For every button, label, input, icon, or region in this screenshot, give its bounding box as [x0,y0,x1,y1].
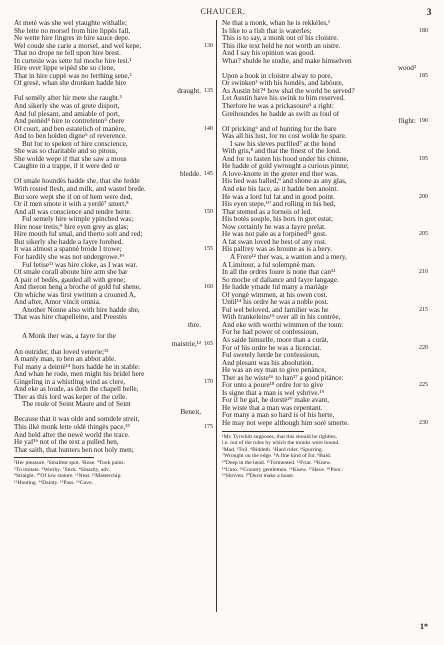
verse-line [222,299,428,307]
verse-line [14,35,213,43]
verse-text: His palfrey was as broune as is a bery. [222,246,332,254]
verse-line [222,322,428,330]
verse-text: That no drope ne fell upon hire brest. [14,50,121,58]
verse-line [222,80,428,88]
verse-text: Hire nose tretis;⁹ hire eyen grey as glas; [14,223,129,231]
verse-line [222,352,428,360]
verse-text: Ful semèly after hir mete she raught.³ [14,95,122,103]
verse-line [222,156,428,164]
verse-text: Ful many a deintè¹⁴ hors hadde he in stable: [14,363,141,371]
verse-text: Beneit, [180,408,201,416]
verse-line [14,262,213,270]
verse-text: Ther as this lord was keper of the celle. [14,393,128,401]
verse-text: This ilkè monk lette oldè thingès pace,¹⁵ [14,423,130,431]
verse-line [14,43,213,51]
verse-line [14,133,213,141]
footnote-line: ²Mad. ³Toil. ⁴Biddeth. ⁵Hard rider. ⁶Spurring. [222,446,324,453]
verse-text: His hed was balled,⁹ and shone as any glas, [222,178,347,186]
verse-text: With frankeleins¹⁵ over all in his contrèe, [222,314,341,322]
verse-text: She was so charitable and so pitous, [14,148,118,156]
verse-text: And plesant was his absolution. [222,359,314,367]
verse-text: A Frere¹² ther was, a wanton and a mery, [230,253,347,261]
line-number: 215 [419,306,428,313]
verse-line [14,216,213,224]
verse-line [222,284,428,292]
verse-text: And held after the newè world the trace. [14,431,130,439]
verse-text: He hadde ymade ful many a mariàge [222,284,328,292]
verse-text: Is signe that a man is wel yshrive.¹⁹ [222,389,325,397]
footnote-line: ¹Mr. Tyrwhitt supposes, that this should be rightles, [222,433,337,440]
verse-text: Let Austin have his swink to him reserved. [222,95,345,103]
line-number: 210 [419,269,428,276]
verse-text: Ne that a monk, whan he is rekkèles,¹ [222,20,331,27]
verse-text: A Limitour, a ful solempnè man. [222,261,316,269]
verse-line [14,447,213,455]
verse-line [14,224,213,232]
verse-line [14,292,213,300]
verse-text: An outrider, that loved venerie;¹³ [14,348,109,356]
verse-line [14,156,213,164]
verse-line [222,111,428,119]
verse-text: In all the ordres foure is none that can¹³ [222,269,336,277]
verse-line [14,269,213,277]
verse-text: I saw his sleves purfiled⁷ at the hond [230,140,336,148]
verse-line [222,307,428,315]
verse-text: draught. [177,87,201,95]
verse-line [222,269,428,277]
verse-line [14,239,213,247]
verse-line [222,367,428,375]
verse-text: Another Nonne also with hire hadde she, [22,306,140,314]
verse-text: For hardily she was not undergrowe.¹⁰ [14,253,125,261]
verse-text: Because that it was olde and somdele streit, [14,416,140,424]
verse-text: As Austin bit?⁴ how shal the world be served? [222,87,355,95]
verse-line [14,386,213,394]
verse-line [222,239,428,247]
verse-line [14,95,213,103]
verse-text: His botès souple, his hors in gret estat; [222,216,333,224]
left-verse-lines [14,20,213,454]
line-number: 180 [419,27,428,34]
line-number: 160 [204,284,213,291]
footnote-line: ⁷Wrought on the edge. ⁸A fine kind of fur. ⁹Bald. [222,453,332,460]
verse-text: Ne wette hire fingres in hire sauce depe. [14,35,130,43]
verse-line [222,397,428,405]
verse-text: But sore wept she if on of hem were ded, [14,193,133,201]
verse-text: And ful plesant, and amiable of port, [14,110,120,118]
verse-line [222,209,428,217]
verse-line [222,50,428,58]
verse-line [14,284,213,292]
verse-line [14,88,213,96]
verse-text: He hadde of gold ywrought a curious pinne; [222,163,349,171]
verse-line [222,58,428,66]
verse-line [222,201,428,209]
verse-text: On whiche was first ywritten a crouned A, [14,291,136,299]
verse-line [222,277,428,285]
verse-line [14,409,213,417]
verse-line [14,439,213,447]
verse-line [222,262,428,270]
verse-line [222,382,428,390]
line-number: 185 [419,72,428,79]
line-number: 145 [204,170,213,177]
verse-text: Is like to a fish that is waterles; [222,27,312,35]
verse-line [14,394,213,402]
verse-text: Hire mouth ful smal, and therto soft and red; [14,231,143,239]
verse-text: What? shulde he studie, and make himselven [222,57,352,65]
page-number: 3 [426,7,432,17]
verse-text: Ful fetise¹¹ was hire cloke, as I was war. [22,261,138,269]
verse-line [222,73,428,81]
verse-text: flight: [398,118,416,126]
verse-line [14,254,213,262]
verse-line [222,20,428,28]
verse-line [14,299,213,307]
line-number: 170 [204,378,213,385]
verse-line [14,28,213,36]
verse-text: For of his ordre he was a licenciat. [222,344,322,352]
verse-line [222,412,428,420]
line-number: 155 [204,246,213,253]
verse-text: And eke with worthi wimmen of the toun: [222,321,344,329]
verse-line [222,35,428,43]
verse-line [14,209,213,217]
verse-text: And theron heng a broche of gold ful shene, [14,284,141,292]
verse-line [14,277,213,285]
verse-text: Was all his lust, for no cost wolde he spare. [222,133,347,141]
verse-line [222,141,428,149]
line-number: 230 [419,419,428,426]
verse-line [222,231,428,239]
verse-text: With gris,⁸ and that the finest of the lond. [222,148,341,156]
verse-line [14,401,213,409]
verse-line [222,292,428,300]
verse-text: A love-knotte in the greter end ther was. [222,170,338,178]
verse-line [222,178,428,186]
verse-text: This ilke text held he not worth an oistre. [222,42,341,50]
right-footnotes [222,434,428,480]
verse-text: He was an esy man to give penànce, [222,367,327,375]
verse-text: So moche of daliance and fayre langage. [222,276,339,284]
verse-line [14,20,213,28]
footnote-line: ¹³Hunting. ¹⁴Dainty. ¹⁵Pass. ¹⁶Gave. [14,479,93,486]
verse-text: Or if men smote it with a yerdè⁷ smert,⁸ [14,201,129,209]
verse-line [222,88,428,96]
footnote-line: ⁵To imitate. ⁶Worthy. ⁷Stick. ⁸Smartly, adv. [14,466,110,473]
verse-line [14,50,213,58]
footnote-line: i.e. out of the rules by which the monks were bound. [222,440,340,447]
verse-line [14,246,213,254]
verse-line [222,148,428,156]
verse-line [14,58,213,66]
verse-text: A manly man, to ben an abbot able. [14,356,116,364]
verse-text: And I say his opinion was good. [222,50,315,58]
verse-text: Of smale corall aboute hire arm she bar [14,269,128,277]
line-number: 200 [419,193,428,200]
verse-text: maistrie,¹² [171,340,201,348]
verse-text: This is to say, a monk out of his cloistre. [222,35,339,43]
verse-text: He may not wepe although him sorè smerte. [222,419,349,427]
verse-line [222,254,428,262]
left-column [14,20,213,487]
verse-line [14,201,213,209]
verse-text: At metè was she wel ytaughte withalle; [14,20,127,27]
verse-line [222,390,428,398]
line-number: 220 [419,344,428,351]
line-number: 165 [204,340,213,347]
running-header [14,7,432,19]
verse-text: It was almost a spannè brode I trowe; [14,246,122,254]
verse-line [14,80,213,88]
verse-text: For if he gaf, he dorstè²⁰ make avant, [222,397,330,405]
line-number: 150 [204,208,213,215]
verse-text: That in hire cuppè was no ferthing sene,² [14,72,132,80]
verse-text: Now certainly he was a fayre prelat. [222,223,326,231]
verse-text: And peinèd⁴ hire to contrefeten⁵ chere [14,118,125,126]
verse-line [222,405,428,413]
verse-text: Hire over lippe wipèd she so clene, [14,65,116,73]
line-number: 140 [204,125,213,132]
verse-text: And for to fasten his hood under his chinne, [222,155,349,163]
footnote-line: ¹⁴Unto. ¹⁵Country gentlemen. ¹⁶Knew. ¹⁷Have. ¹⁸Poor. [222,466,342,473]
verse-text: A pair of bedès, gauded all with grene; [14,276,126,284]
footnote-line: ⁹Straight. ¹⁰Of low stature. ¹¹Neat. ¹²Masterchip. [14,473,122,480]
signature-mark: 1* [420,622,428,631]
column-divider [216,20,217,612]
verse-line [222,345,428,353]
verse-line [14,194,213,202]
verse-text: In curtesie was sette ful moche hire lest.¹ [14,57,132,65]
verse-line [222,337,428,345]
verse-text: He was not pale as a forpined¹¹ gost. [222,231,327,239]
verse-line [222,133,428,141]
verse-line [14,379,213,387]
verse-line [222,126,428,134]
verse-line [14,349,213,357]
line-number: 135 [204,87,213,94]
line-number: 195 [419,155,428,162]
verse-text: Of smale houndès hadde she, that she fedde [14,178,140,186]
footnote-line: ¹⁰Deep in the head. ¹¹Tormented. ¹²Friar. ¹³Knew. [222,459,332,466]
verse-text: Of court, and ben estatelich of manère, [14,125,126,133]
verse-text: He was a lord ful fat and in good point. [222,193,335,201]
verse-text: Of pricking⁶ and of hunting for the hare [222,125,337,133]
verse-line [14,322,213,330]
verse-line [222,314,428,322]
verse-text: With rosted flesh, and milk, and wastel brede. [14,186,146,194]
verse-line [222,186,428,194]
verse-line [222,171,428,179]
verse-line [14,186,213,194]
verse-line [222,43,428,51]
verse-line [14,171,213,179]
verse-text: And to ben holden digne⁶ of reverence. [14,133,127,141]
footnote-line: ¹Her pleasure. ²Smallest spot. ³Rose. ⁴Took pains. [14,460,125,467]
left-footnotes [14,460,213,486]
verse-text: thre. [188,321,201,329]
right-verse-lines [222,20,428,428]
verse-text: Ful wel beloved, and familier was he [222,306,329,314]
verse-text: And after, Amor vincit omnia. [14,299,101,307]
verse-text: She lette no morsel from hire lippès fall, [14,27,131,35]
verse-text: For unto a poure¹⁸ ordre for to give [222,382,324,390]
verse-text: A fat swan loved he best of any rost. [222,238,327,246]
verse-line [222,360,428,368]
verse-text: But sikerly she hadde a fayre forehed. [14,238,124,246]
verse-line [14,416,213,424]
verse-text: Of yongè wimmen, at his owen cost. [222,291,328,299]
verse-text: She wolde wepe if that she saw a mous [14,155,127,163]
verse-line [14,341,213,349]
verse-line [14,141,213,149]
verse-line [14,148,213,156]
verse-text: That saith, that hunters ben not holy men; [14,446,134,454]
verse-text: And all was conscience and tendre herte. [14,208,132,216]
verse-line [222,420,428,428]
verse-text: Wel coude she carie a morsel, and wel kepe, [14,42,142,50]
line-number: 225 [419,382,428,389]
verse-text: Until¹⁴ his ordre he was a noble post. [222,299,329,307]
verse-line [222,194,428,202]
footnote-line: ¹⁹Shriven. ²⁰Durst make a boast. [222,473,295,480]
verse-line [14,432,213,440]
verse-text: The reule of Seint Maure and of Seint [22,401,131,409]
verse-line [222,329,428,337]
verse-text: But for to speken of hire conscience, [22,140,128,148]
verse-line [14,126,213,134]
verse-line [14,231,213,239]
line-number: 175 [204,423,213,430]
verse-text: Greihoundes he hadde as swift as foul of [222,110,340,118]
verse-line [14,364,213,372]
verse-text: Ful swetely herde he confessioun, [222,352,320,360]
verse-text: A Monk ther was, a fayre for the [22,333,116,341]
verse-text: Caughte in a trappe, if it were ded or [14,163,120,171]
verse-text: He yaf¹⁶ not of the text a pulled hen, [14,439,119,447]
verse-text: As saide himselfe, more than a curàt, [222,336,329,344]
verse-line [14,178,213,186]
verse-line [14,163,213,171]
verse-line [222,28,428,36]
verse-text: Gingeling in a whistling wind as clere, [14,378,126,386]
verse-text: Therfore he was a prickasoure⁵ a right: [222,103,334,111]
verse-text: Ful semely hire wimple ypinched was; [22,216,134,224]
verse-line [14,65,213,73]
verse-text: Ther as he wiste¹⁶ to han¹⁷ a good pitànce: [222,374,344,382]
verse-line [222,216,428,224]
verse-text: His eyen stepe,¹⁰ and rolling in his hed, [222,201,336,209]
running-title: CHAUCER. [200,7,246,16]
line-number: 130 [204,42,213,49]
verse-text: For he had power of confessioun, [222,329,319,337]
verse-line [222,246,428,254]
verse-text: He wiste that a man was repentant. [222,404,323,412]
verse-text: Upon a book in cloistre alway to pore, [222,72,333,80]
verse-line [14,73,213,81]
line-number: 190 [419,118,428,125]
verse-line [222,95,428,103]
verse-line [14,307,213,315]
verse-line [222,118,428,126]
verse-text: And eke as loude, as doth the chapell belle, [14,386,139,394]
verse-line [14,118,213,126]
verse-line [222,224,428,232]
verse-line [14,424,213,432]
footnote-rule [222,431,304,432]
right-column [222,20,428,480]
verse-line [14,371,213,379]
verse-line [222,65,428,73]
verse-line [222,103,428,111]
footnote-rule [14,457,94,458]
verse-line [222,163,428,171]
verse-text: Or swinken³ with his hondès, and labòure, [222,80,344,88]
verse-text: And sikerly she was of grete disport, [14,103,120,111]
verse-text: And eke his face, as it hadde ben anoint. [222,186,339,194]
verse-line [14,333,213,341]
verse-text: And whan he rode, men might his bridel here [14,371,145,379]
line-number: 205 [419,231,428,238]
verse-text: For many a man so hard is of his herte, [222,412,335,420]
verse-line [222,375,428,383]
verse-line [14,314,213,322]
verse-text: Of gresè, whan she dronken hadde hire [14,80,127,88]
verse-text: bledde. [180,170,201,178]
verse-text: That was hire chapelleine, and Preestès [14,314,127,322]
verse-text: wood² [397,65,416,73]
verse-line [14,356,213,364]
verse-line [14,103,213,111]
verse-line [14,111,213,119]
verse-text: That stemed as a forneis of led. [222,208,313,216]
